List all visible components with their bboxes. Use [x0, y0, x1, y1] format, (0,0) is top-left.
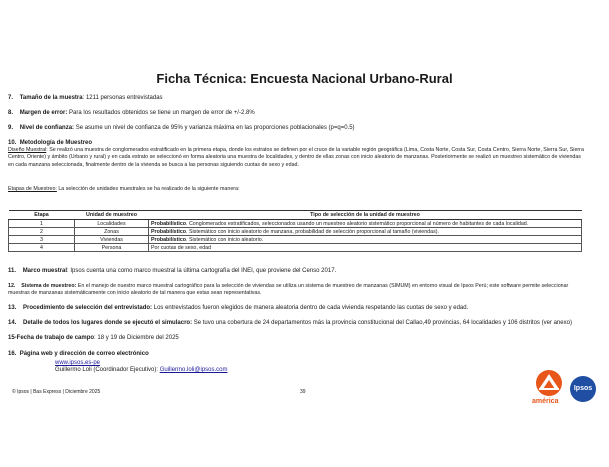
- item-website-email: 16. Página web y dirección de correo electrónico: [8, 351, 149, 357]
- page-title: Ficha Técnica: Encuesta Nacional Urbano-Rural: [156, 71, 453, 86]
- contact-line: Guillermo Loli (Coordinador Ejecutivo): Guillermo.loli@ipsos.com: [55, 367, 228, 373]
- item-sample-size: 7. Tamaño de la muestra: 1211 personas entrevistadas: [8, 95, 163, 101]
- america-logo-text: américa: [532, 398, 559, 405]
- email-link[interactable]: Guillermo.loli@ipsos.com: [159, 367, 228, 373]
- america-emblem-icon: [530, 368, 568, 398]
- page-number: 39: [300, 389, 306, 395]
- logo-group: [528, 368, 600, 408]
- table-row: 2 Zonas Probabilístico. Sistemático con inicio aleatorio de manzana, probabilidad de selección proporcional al tamaño (viviendas).: [9, 228, 582, 236]
- table-header-etapa: Etapa: [9, 211, 75, 220]
- item-margin-error: 8. Margen de error: Para los resultados obtenidos se tiene un margen de error de +/-2.8%: [8, 110, 255, 116]
- sample-design-paragraph: Diseño Muestral: Se realizó una muestra de conglomerados estratificado en la primera etapa, donde los estratos se definen por el cruce de la variable región geográfica (Lima, Costa Norte, Costa Sur, Costa Centro, Sierra Norte, Sierra Sur, Sierra Centro, Oriente) y ámbito (Urbano y rural) y en cada estrato se seleccionó en forma aleatoria una muestra de localidades, y dentro de ellas zonas con inicio aleatorio de manzanas. Posteriormente se realizó un muestreo sistemático de viviendas en cada manzana seleccionada, finalmente dentro de la vivienda se busca a las personas siguiendo cuotas de sexo y edad.: [8, 147, 584, 168]
- item-sampling-system: 12. Sistema de muestreo: En el manejo de nuestro marco muestral cartográfico para la selección de viviendas se utiliza un sistema de muestreo de manzanas (SIMUM) en entorno visual de Ipsos Perú; este software permite seleccionar muestras de manzanas sistemáticamente con inicio aleatorio de tal manera que estas sean representativas.: [8, 283, 569, 297]
- item-coverage-detail: 14. Detalle de todos los lugares donde se ejecutó el simulacro: Se tuvo una cobertura de 24 departamentos más la provincia constitucional del Callao,49 provincias, 64 localidades y 106 distritos (ver anexo): [8, 320, 572, 326]
- table-row: 1 Localidades Probabilístico. Conglomerados estratificados, seleccionados usando un muestreo aleatorio sistemático proporcional al número de habitantes de cada localidad.: [9, 220, 582, 228]
- item-fieldwork-date: 15-Fecha de trabajo de campo: 18 y 19 de Diciembre del 2025: [8, 335, 179, 341]
- item-confidence-level: 9. Nivel de confianza: Se asume un nivel de confianza de 95% y varianza máxima en las proporciones poblacionales (p=q=0.5): [8, 125, 355, 131]
- table-header-unidad: Unidad de muestreo: [75, 211, 149, 220]
- footer-text: © Ipsos | Bas Express | Diciembre 2025: [12, 389, 101, 395]
- item-sampling-frame: 11. Marco muestral: Ipsos cuenta una como marco muestral la última cartografía del INEI, que proviene del Censo 2017.: [8, 268, 337, 274]
- sampling-stages-table: [8, 210, 582, 252]
- table-row: 3 Viviendas Probabilístico. Sistemático con inicio aleatorio.: [9, 236, 582, 244]
- item-respondent-selection: 13. Procedimiento de selección del entrevistado: Los entrevistados fueron elegidos de manera aleatoria dentro de cada vivienda respetando las cuotas de sexo y edad.: [8, 305, 469, 311]
- ipsos-logo: Ipsos: [570, 376, 596, 402]
- website-link[interactable]: www.ipsos.es-pe: [55, 360, 101, 366]
- table-header-tipo: Tipo de selección de la unidad de muestreo: [149, 211, 582, 220]
- item-sampling-methodology: 10. Metodología de Muestreo: [8, 140, 93, 146]
- america-logo: [530, 368, 568, 408]
- table-row: 4 Persona Por cuotas de sexo, edad: [9, 244, 582, 252]
- sampling-stages-intro: Etapas de Muestreo: La selección de unidades muestrales se ha realizado de la siguiente manera:: [8, 186, 240, 192]
